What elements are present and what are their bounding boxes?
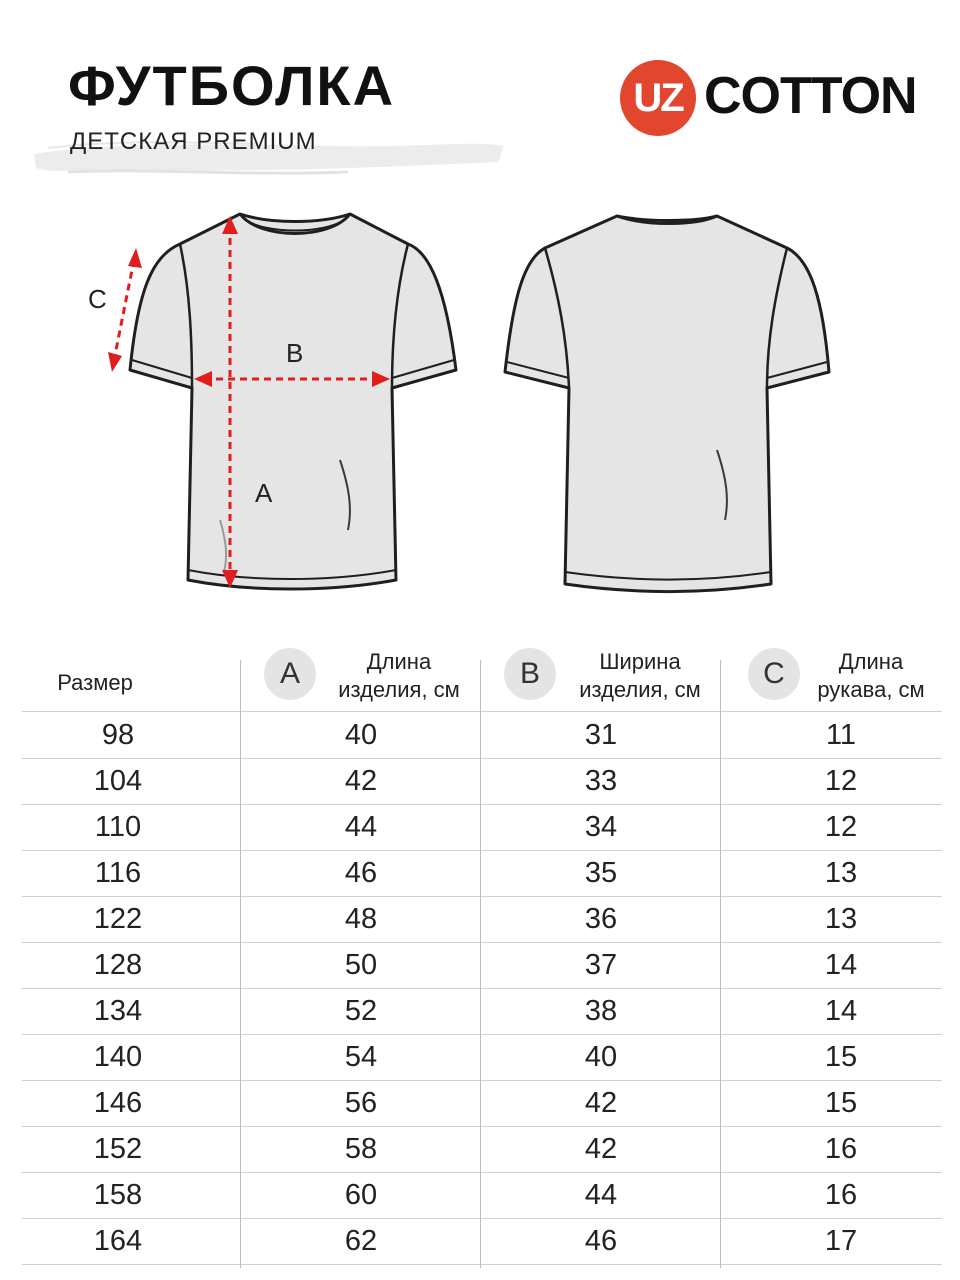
- cell-length: 48: [344, 903, 378, 935]
- cell-length: 50: [344, 949, 378, 981]
- cell-length: 58: [344, 1133, 378, 1165]
- cell-length: 60: [344, 1179, 378, 1211]
- badge-c: C: [748, 648, 800, 700]
- label-a: A: [255, 478, 273, 508]
- cell-width: 44: [584, 1179, 618, 1211]
- cell-size: 152: [93, 1133, 143, 1165]
- cell-size: 110: [94, 811, 142, 843]
- table-row: [22, 804, 942, 851]
- cell-sleeve: 13: [824, 857, 858, 889]
- brand-logo: [620, 58, 940, 138]
- table-row: [22, 758, 942, 805]
- badge-a: A: [264, 648, 316, 700]
- cell-size: 98: [101, 719, 135, 751]
- cell-size: 134: [93, 995, 143, 1027]
- column-divider: [240, 660, 241, 1268]
- cell-width: 42: [584, 1133, 618, 1165]
- column-divider: [720, 660, 721, 1268]
- page-subtitle: ДЕТСКАЯ PREMIUM: [70, 128, 317, 155]
- table-row: [22, 896, 942, 943]
- table-row: [22, 988, 942, 1035]
- header-c-line1: Длина: [838, 649, 904, 674]
- cell-sleeve: 14: [824, 949, 858, 981]
- cell-width: 34: [584, 811, 618, 843]
- cell-size: 104: [93, 765, 143, 797]
- cell-size: 164: [93, 1225, 143, 1257]
- table-row: [22, 1034, 942, 1081]
- cell-size: 140: [93, 1041, 143, 1073]
- cell-width: 33: [584, 765, 618, 797]
- cell-sleeve: 16: [824, 1179, 858, 1211]
- cell-sleeve: 12: [824, 811, 858, 843]
- header-a-line2: изделия, см: [338, 677, 460, 702]
- cell-width: 31: [584, 719, 618, 751]
- cell-size: 128: [93, 949, 143, 981]
- header-b-line1: Ширина: [599, 649, 681, 674]
- tshirt-back-diagram: [495, 200, 840, 600]
- table-row: [22, 1172, 942, 1219]
- cell-length: 56: [344, 1087, 378, 1119]
- cell-sleeve: 12: [824, 765, 858, 797]
- size-column-header: Размер: [57, 670, 133, 695]
- column-header-a: [262, 648, 482, 708]
- cell-sleeve: 13: [824, 903, 858, 935]
- logo-text: COTTON: [704, 67, 917, 125]
- label-c: C: [88, 284, 107, 314]
- logo-mark: UZ: [633, 76, 683, 120]
- table-row: [22, 1218, 942, 1265]
- cell-length: 62: [344, 1225, 378, 1257]
- cell-sleeve: 14: [824, 995, 858, 1027]
- cell-length: 42: [344, 765, 378, 797]
- cell-size: 158: [93, 1179, 143, 1211]
- cell-sleeve: 15: [824, 1087, 858, 1119]
- cell-sleeve: 16: [824, 1133, 858, 1165]
- column-divider: [480, 660, 481, 1268]
- cell-width: 36: [584, 903, 618, 935]
- table-row: [22, 1126, 942, 1173]
- cell-size: 146: [93, 1087, 143, 1119]
- cell-width: 38: [584, 995, 618, 1027]
- cell-sleeve: 11: [825, 719, 857, 751]
- tshirt-front-diagram: [88, 200, 470, 600]
- header-a-line1: Длина: [366, 649, 432, 674]
- label-b: B: [286, 338, 304, 368]
- cell-length: 44: [344, 811, 378, 843]
- cell-width: 40: [584, 1041, 618, 1073]
- column-header-c: [748, 648, 948, 708]
- cell-width: 37: [584, 949, 618, 981]
- cell-width: 35: [584, 857, 618, 889]
- table-row: [22, 1080, 942, 1127]
- table-row: [22, 942, 942, 989]
- header-c-text: [788, 648, 954, 704]
- header-c-line2: рукава, см: [817, 677, 925, 702]
- table-row: [22, 850, 942, 897]
- cell-length: 40: [344, 719, 378, 751]
- cell-width: 46: [584, 1225, 618, 1257]
- cell-size: 122: [93, 903, 143, 935]
- cell-size: 116: [94, 857, 142, 889]
- table-row: [22, 712, 942, 759]
- cell-length: 52: [344, 995, 378, 1027]
- column-header-b: [504, 648, 724, 708]
- header-a-text: [306, 648, 492, 704]
- cell-width: 42: [584, 1087, 618, 1119]
- page-title: ФУТБОЛКА: [68, 54, 396, 117]
- cell-length: 46: [344, 857, 378, 889]
- cell-sleeve: 17: [824, 1225, 858, 1257]
- header-b-text: [546, 648, 734, 704]
- header-b-line2: изделия, см: [579, 677, 701, 702]
- badge-b: B: [504, 648, 556, 700]
- cell-sleeve: 15: [824, 1041, 858, 1073]
- cell-length: 54: [344, 1041, 378, 1073]
- tshirt-front-body: [130, 214, 456, 589]
